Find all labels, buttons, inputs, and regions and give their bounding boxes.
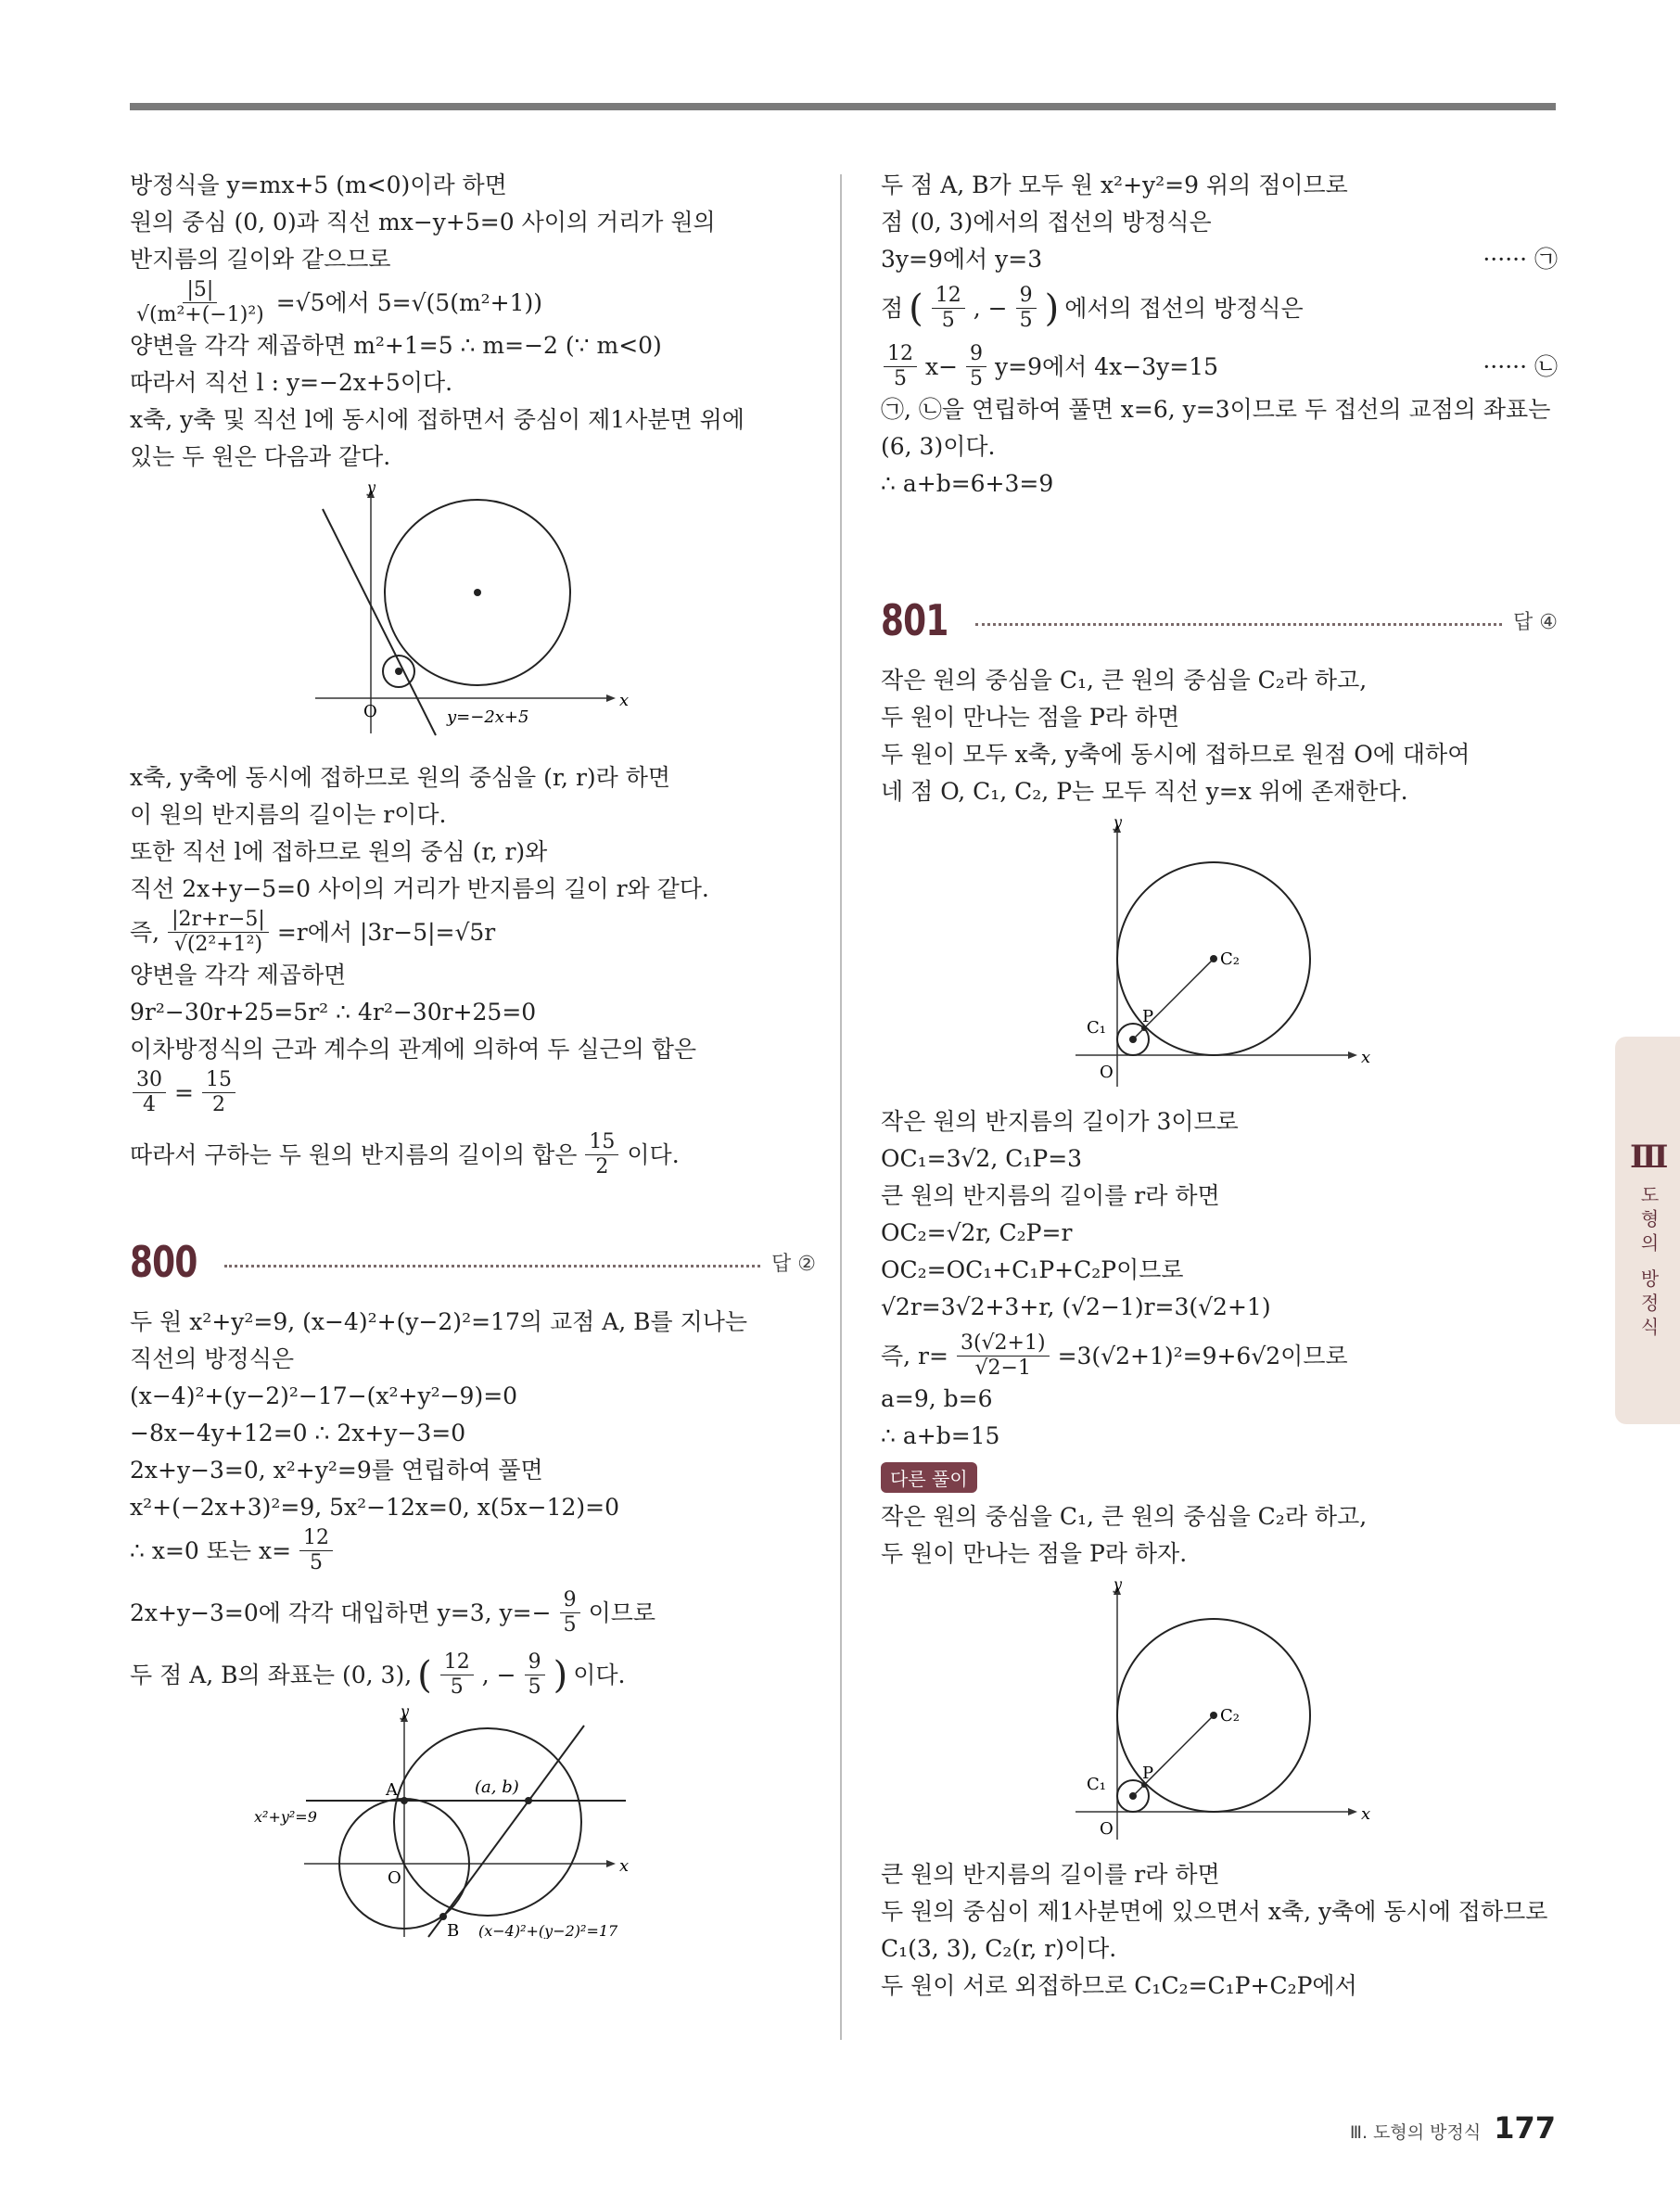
chapter-side-label: 도형의 방정식	[1637, 1185, 1660, 1342]
text-line: 네 점 O, C₁, C₂, P는 모두 직선 y=x 위에 존재한다.	[881, 778, 1408, 805]
figure-tangent-circles	[881, 818, 1558, 1096]
equation-r-value: 즉, r= $\frac{3(√2+1)}{√2-1}$ =3(√2+1)²=9+6√2이므로	[881, 1331, 1348, 1380]
text-line: 이차방정식의 근과 계수의 관계에 의하여 두 실근의 합은	[130, 1036, 697, 1063]
text-line: OC₂=√2r, C₂P=r	[881, 1219, 1073, 1246]
svg-text:y: y	[401, 1707, 410, 1720]
text-line: 반지름의 길이와 같으므로	[130, 246, 391, 273]
dotted-leader	[975, 623, 1502, 626]
svg-text:O: O	[388, 1868, 401, 1888]
text-line: OC₁=3√2, C₁P=3	[881, 1145, 1083, 1172]
svg-text:x: x	[1361, 1048, 1371, 1067]
fraction: $\frac{|2r+r-5|}{\text{√(2²+1²)}}$	[168, 908, 269, 957]
text-line: 두 원 x²+y²=9, (x−4)²+(y−2)²=17의 교점 A, B를 지나는	[130, 1308, 748, 1335]
svg-text:x: x	[1361, 1804, 1371, 1824]
text-line: √2r=3√2+3+r, (√2−1)r=3(√2+1)	[881, 1293, 1271, 1320]
text-line: 직선의 방정식은	[130, 1345, 294, 1372]
left-column	[130, 167, 816, 1946]
alternate-solution-badge: 다른 풀이	[881, 1462, 977, 1493]
text-line: 두 원이 만나는 점을 P라 하자.	[881, 1540, 1188, 1567]
svg-text:C₂: C₂	[1220, 949, 1240, 969]
fraction: 12 5	[440, 1650, 474, 1700]
text-line: a=9, b=6	[881, 1385, 993, 1412]
text-line: C₁(3, 3), C₂(r, r)이다.	[881, 1935, 1117, 1962]
svg-text:C₁: C₁	[1087, 1018, 1106, 1038]
figure-intersecting-circles	[130, 1707, 816, 1939]
text-line: x축, y축 및 직선 l에 동시에 접하면서 중심이 제1사분면 위에	[130, 406, 745, 433]
svg-text:(x−4)²+(y−2)²=17: (x−4)²+(y−2)²=17	[478, 1922, 618, 1939]
svg-text:O: O	[1100, 1819, 1114, 1839]
problem-header-800	[130, 1237, 816, 1287]
text-line: 작은 원의 반지름의 길이가 3이므로	[881, 1108, 1239, 1135]
text-line: −8x−4y+12=0 ∴ 2x+y−3=0	[130, 1420, 466, 1446]
figure-two-circles-tangent-line	[130, 483, 816, 752]
problem-header-801	[881, 595, 1558, 645]
text-line: 또한 직선 l에 접하므로 원의 중심 (r, r)와	[130, 838, 548, 865]
answer-label: 답 ④	[1513, 610, 1558, 634]
svg-text:y=−2x+5: y=−2x+5	[447, 707, 529, 727]
text-line: (x−4)²+(y−2)²−17−(x²+y²−9)=0	[130, 1382, 518, 1409]
svg-text:O: O	[1100, 1063, 1114, 1082]
svg-text:y: y	[1114, 1580, 1123, 1593]
text-line: 이 원의 반지름의 길이는 r이다.	[130, 801, 447, 828]
fraction: $\frac{9}{5}$	[966, 342, 986, 391]
page-footer	[1350, 2110, 1556, 2146]
fraction: $\frac{3(√2+1)}{√2-1}$	[957, 1331, 1050, 1381]
text-line: ∴ a+b=15	[881, 1422, 1000, 1449]
problem-number: 800	[130, 1237, 197, 1287]
svg-text:C₂: C₂	[1220, 1706, 1240, 1726]
fraction: $\frac{9}{5}$	[1016, 284, 1037, 333]
equation-conclusion: 따라서 구하는 두 원의 반지름의 길이의 합은 15 2 이다.	[130, 1130, 680, 1178]
equation-points-ab: 두 점 A, B의 좌표는 (0, 3), ( 12 5 , − $\frac{9}{5}$ ) 이다.	[130, 1650, 626, 1699]
equation-tangent-point: 점 ( 12 5 , − $\frac{9}{5}$ ) 에서의 접선의 방정식은	[881, 284, 1304, 332]
footer-chapter: Ⅲ. 도형의 방정식	[1349, 2122, 1482, 2143]
text-line: 큰 원의 반지름의 길이를 r라 하면	[881, 1861, 1220, 1888]
text-line: 작은 원의 중심을 C₁, 큰 원의 중심을 C₂라 하고,	[881, 1503, 1368, 1530]
text-line: ㉠, ㉡을 연립하여 풀면 x=6, y=3이므로 두 접선의 교점의 좌표는	[881, 396, 1551, 423]
svg-text:x²+y²=9: x²+y²=9	[254, 1808, 317, 1826]
text-line: 따라서 직선 l : y=−2x+5이다.	[130, 369, 453, 396]
text-line: OC₂=OC₁+C₁P+C₂P이므로	[881, 1256, 1184, 1283]
svg-text:y: y	[1114, 818, 1123, 831]
svg-text:C₁: C₁	[1087, 1775, 1106, 1794]
column-divider	[840, 174, 842, 2040]
fraction: $\frac{12}{5}$	[299, 1526, 333, 1575]
figure-tangent-circles-alt	[881, 1580, 1558, 1849]
svg-text:y: y	[367, 483, 376, 496]
text-line: 2x+y−3=0, x²+y²=9를 연립하여 풀면	[130, 1457, 543, 1484]
page-number: 177	[1494, 2110, 1556, 2146]
text-line: 두 원의 중심이 제1사분면에 있으면서 x축, y축에 동시에 접하므로	[881, 1898, 1548, 1925]
text-line: 방정식을 y=mx+5 (m<0)이라 하면	[130, 172, 507, 198]
equation-sum: $\frac{30}{4}$ = $\frac{15}{2}$	[130, 1068, 816, 1117]
problem-number: 801	[881, 595, 948, 645]
text-line: 직선 2x+y−5=0 사이의 거리가 반지름의 길이 r와 같다.	[130, 875, 709, 902]
equation-distance: $\frac{|5|}{\text{√(m²+(−1)²)}}$ =√5에서 5=√(5(m²+1))	[130, 278, 816, 327]
text-line: 작은 원의 중심을 C₁, 큰 원의 중심을 C₂라 하고,	[881, 667, 1368, 694]
svg-text:B: B	[447, 1921, 460, 1939]
fraction: $\frac{9}{5}$	[525, 1650, 545, 1700]
equation-distance-r: 즉, $\frac{|2r+r-5|}{\text{√(2²+1²)}}$ =r에서 |3r−5|=√5r	[130, 908, 496, 956]
equation-tag: ······ ㉠	[1483, 246, 1558, 273]
fraction: 12 5	[884, 342, 917, 391]
dotted-leader	[224, 1265, 760, 1267]
svg-text:A: A	[386, 1780, 398, 1800]
equation-tag: ······ ㉡	[1483, 352, 1558, 380]
text-line: 원의 중심 (0, 0)과 직선 mx−y+5=0 사이의 거리가 원의	[130, 209, 716, 236]
text-line: x²+(−2x+3)²=9, 5x²−12x=0, x(5x−12)=0	[130, 1494, 620, 1521]
text-line: 9r²−30r+25=5r² ∴ 4r²−30r+25=0	[130, 999, 537, 1025]
svg-text:O: O	[363, 702, 377, 721]
text-line: ∴ a+b=6+3=9	[881, 470, 1054, 497]
text-line: 3y=9에서 y=3 ······ ㉠	[881, 241, 1558, 278]
fraction: $\frac{30}{4}$	[133, 1068, 166, 1117]
chapter-roman-numeral: Ⅲ	[1630, 1139, 1669, 1176]
svg-text:P: P	[1142, 1764, 1154, 1783]
chapter-side-tab	[1615, 1037, 1680, 1424]
fraction: $\frac{|5|}{\text{√(m²+(−1)²)}}$	[136, 278, 264, 326]
text-line: 있는 두 원은 다음과 같다.	[130, 443, 391, 470]
text-line: x축, y축에 동시에 접하므로 원의 중심을 (r, r)라 하면	[130, 764, 671, 791]
fraction: 15 2	[585, 1130, 618, 1179]
equation-tangent-line: 12 5 x− $\frac{9}{5}$ y=9에서 4x−3y=15 ······ ㉡	[881, 342, 1558, 391]
text-line: 큰 원의 반지름의 길이를 r라 하면	[881, 1182, 1220, 1209]
text-line: 두 원이 만나는 점을 P라 하면	[881, 704, 1180, 731]
text-line: (6, 3)이다.	[881, 433, 996, 460]
text-line: 두 점 A, B가 모두 원 x²+y²=9 위의 점이므로	[881, 172, 1348, 198]
right-column	[881, 167, 1558, 2005]
fraction: 12 5	[932, 284, 965, 333]
text-line: 두 원이 서로 외접하므로 C₁C₂=C₁P+C₂P에서	[881, 1972, 1357, 1999]
svg-text:x: x	[619, 1856, 630, 1876]
top-rule	[130, 103, 1556, 110]
svg-text:(a, b): (a, b)	[475, 1777, 519, 1797]
answer-label: 답 ②	[771, 1252, 816, 1276]
text-line: 양변을 각각 제곱하면	[130, 962, 347, 988]
equation-y-values: 2x+y−3=0에 각각 대입하면 y=3, y=− $\frac{9}{5}$ 이므로	[130, 1588, 656, 1637]
fraction: $\frac{9}{5}$	[560, 1588, 580, 1637]
svg-text:x: x	[619, 691, 630, 710]
text-line: 양변을 각각 제곱하면 m²+1=5 ∴ m=−2 (∵ m<0)	[130, 332, 662, 359]
svg-text:P: P	[1142, 1007, 1154, 1026]
equation-x-solutions: ∴ x=0 또는 x= $\frac{12}{5}$	[130, 1526, 816, 1575]
text-line: 두 원이 모두 x축, y축에 동시에 접하므로 원점 O에 대하여	[881, 741, 1470, 768]
text-line: 점 (0, 3)에서의 접선의 방정식은	[881, 209, 1212, 236]
fraction: $\frac{15}{2}$	[202, 1068, 235, 1117]
